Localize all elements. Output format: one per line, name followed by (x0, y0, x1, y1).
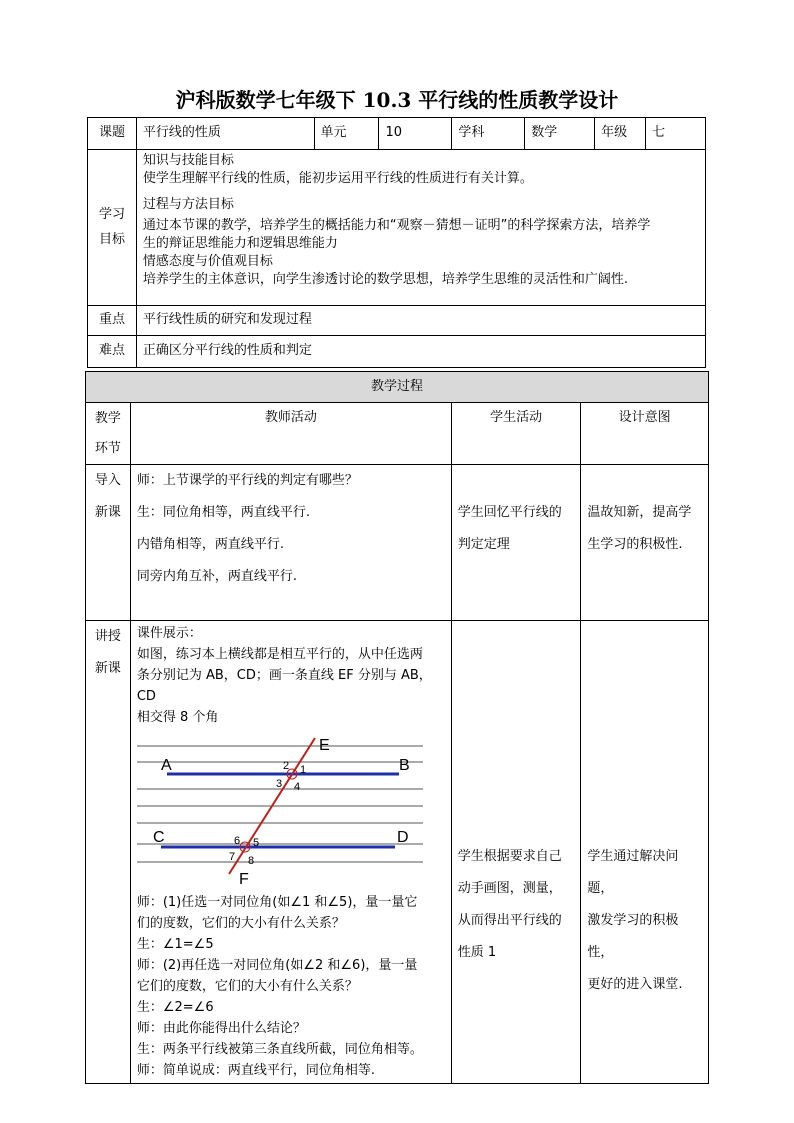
goals-line: 通过本节课的教学，培养学生的概括能力和“观察－猜想－证明”的科学探索方法，培养学 (142, 217, 651, 233)
unit-label: 单元 (314, 118, 379, 150)
lesson-design-line: 激发学习的积极性， (587, 913, 679, 960)
label-e: E (318, 737, 330, 754)
goals-line: 使学生理解平行线的性质，能初步运用平行线的性质进行有关计算。 (142, 171, 533, 187)
label-a: A (160, 757, 172, 774)
dialogue-line: 生：两条平行线被第三条直线所截，同位角相等。 (136, 1042, 423, 1057)
dialogue-line: 们的度数，它们的大小有什么关系？ (136, 916, 345, 931)
dialogue-line: 生：∠2=∠6 (136, 1000, 214, 1015)
dialogue-line: 它们的度数，它们的大小有什么关系？ (136, 979, 358, 994)
intro-teacher-line: 内错角相等，两直线平行. (136, 537, 284, 552)
lesson-intro-line: 相交得 8 个角 (136, 710, 219, 725)
intro-design-line: 温故知新，提高学 (587, 505, 692, 520)
intro-teacher-activity (130, 465, 451, 621)
goals-line: 过程与方法目标 (142, 197, 234, 213)
goals-label-line-2: 目标 (98, 231, 125, 247)
topic-value: 平行线的性质 (136, 118, 314, 150)
angle-label-2: 2 (282, 760, 289, 772)
document-title: 沪科版数学七年级下 10.3 平行线的性质教学设计 (175, 88, 619, 112)
ruled-lines (137, 746, 423, 862)
intro-stage-line-1: 导入 (94, 473, 121, 488)
goals-line: 情感态度与价值观目标 (142, 253, 273, 269)
goals-label-line-1: 学习 (98, 207, 125, 223)
intro-stage-line-2: 新课 (94, 505, 121, 520)
lesson-teacher-activity (130, 621, 451, 1084)
label-f: F (238, 871, 249, 886)
lesson-design-line: 学生通过解决问题， (587, 849, 679, 896)
angle-label-6: 6 (233, 835, 240, 847)
topic-label: 课题 (88, 118, 137, 150)
lesson-student-activity (451, 621, 581, 1084)
intro-design-line: 生学习的积极性. (587, 537, 683, 552)
intro-teacher-line: 生：同位角相等，两直线平行. (136, 505, 310, 520)
student-column-header: 学生活动 (451, 403, 581, 465)
unit-value: 10 (379, 118, 452, 150)
intro-design-intent (581, 465, 709, 621)
teacher-column-header: 教师活动 (130, 403, 451, 465)
stage-column-header (86, 403, 131, 465)
intro-student-line: 判定定理 (457, 537, 510, 552)
subject-value: 数学 (525, 118, 595, 150)
intro-stage (86, 465, 131, 621)
difficulty-text: 正确区分平行线的性质和判定 (136, 336, 705, 368)
lesson-student-line: 动手画图，测量， (457, 881, 562, 896)
angle-label-1: 1 (299, 764, 306, 776)
dialogue-line: 师：由此你能得出什么结论？ (136, 1021, 306, 1036)
process-header: 教学过程 (86, 372, 709, 403)
dialogue-line: 师：简单说成：两直线平行，同位角相等. (136, 1063, 375, 1078)
stage-header-line-1: 教学 (94, 410, 121, 426)
lesson-intro-text (137, 623, 445, 728)
label-b: B (398, 757, 410, 774)
intro-teacher-line: 师：上节课学的平行线的判定有哪些？ (136, 473, 358, 488)
lesson-student-line: 从而得出平行线的 (457, 913, 562, 928)
goals-line: 生的辩证思维能力和逻辑思维能力 (142, 235, 338, 251)
lesson-stage (86, 621, 131, 1084)
dialogue-line: 师：(1)任选一对同位角(如∠1 和∠5)，量一量它 (136, 895, 418, 910)
info-table (87, 117, 706, 368)
lesson-intro-line: 课件展示： (136, 626, 202, 641)
lesson-student-line: 学生根据要求自己 (457, 849, 562, 864)
subject-label: 学科 (452, 118, 525, 150)
key-point-text: 平行线性质的研究和发现过程 (136, 306, 705, 336)
lesson-design-line: 更好的进入课堂. (587, 977, 683, 992)
lesson-stage-line-1: 讲授 (94, 629, 121, 644)
grade-label: 年级 (595, 118, 646, 150)
lesson-intro-line: 条分别记为 AB，CD；画一条直线 EF 分别与 AB，CD (136, 668, 432, 704)
goals-label (88, 150, 137, 306)
lesson-design-intent (581, 621, 709, 1084)
dialogue-line: 生：∠1=∠5 (136, 937, 214, 952)
lesson-stage-line-2: 新课 (94, 661, 121, 676)
lesson-dialogue (137, 892, 445, 1081)
design-column-header: 设计意图 (581, 403, 709, 465)
goals-line: 培养学生的主体意识，向学生渗透讨论的数学思想，培养学生思维的灵活性和广阔性. (142, 272, 629, 288)
label-c: C (152, 829, 165, 846)
stage-header-line-2: 环节 (94, 440, 121, 456)
label-d: D (396, 829, 409, 846)
intro-student-line: 学生回忆平行线的 (457, 505, 562, 520)
grade-value: 七 (646, 118, 706, 150)
lesson-student-line: 性质 1 (457, 945, 497, 960)
angle-label-4: 4 (293, 781, 300, 793)
intro-teacher-line: 同旁内角互补，两直线平行. (136, 569, 297, 584)
difficulty-label: 难点 (88, 336, 137, 368)
goals-content (136, 150, 705, 306)
goals-line: 知识与技能目标 (142, 153, 234, 168)
process-table (85, 371, 709, 1084)
intro-student-activity (451, 465, 581, 621)
key-point-label: 重点 (88, 306, 137, 336)
dialogue-line: 师：(2)再任选一对同位角(如∠2 和∠6)，量一量 (136, 958, 418, 973)
lesson-intro-line: 如图，练习本上横线都是相互平行的，从中任选两 (136, 647, 423, 662)
angle-label-8: 8 (247, 855, 254, 867)
parallel-lines-figure (137, 736, 437, 886)
angle-label-3: 3 (275, 778, 282, 790)
angle-label-7: 7 (228, 851, 235, 863)
angle-label-5: 5 (252, 837, 259, 849)
